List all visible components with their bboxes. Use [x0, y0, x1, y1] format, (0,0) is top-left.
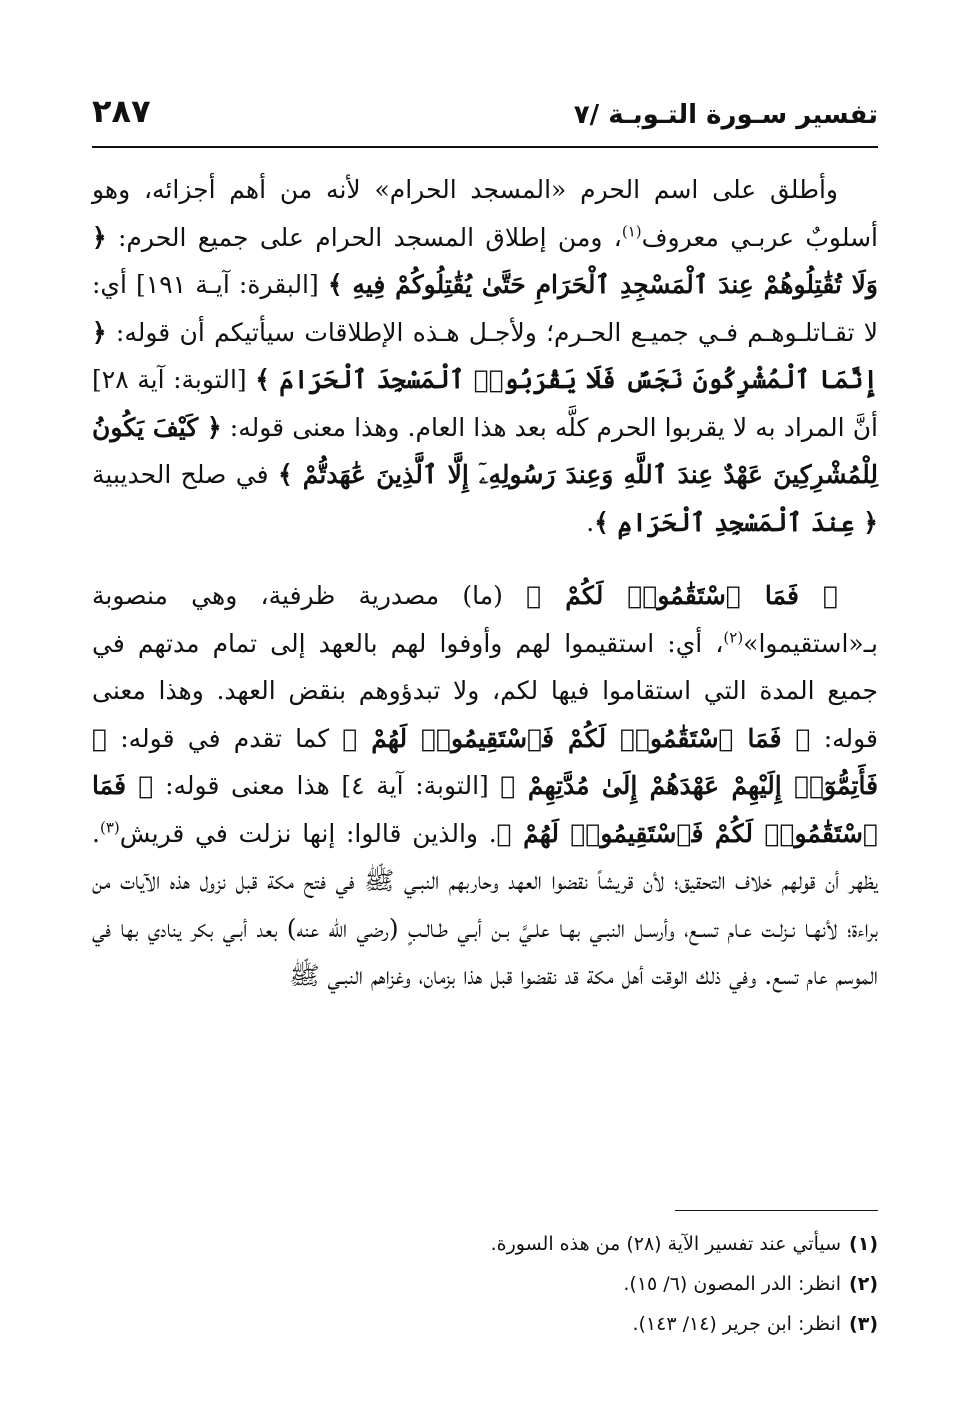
- text-span: (ما) مصدرية ظرفية، وهي منصوبة بـ«استقيموا»: [92, 581, 878, 658]
- text-span: [البقرة: آيـة ١٩١] أي: لا تقـاتلـوهـم فـي جميـع الحـرم؛ ولأجـل هـذه الإطلاقات سيأتيكم أن قوله:: [92, 270, 878, 347]
- quran-verse: ﴿ عِندَ ٱلْمَسْجِدِ ٱلْحَرَامِ ﴾: [594, 507, 878, 537]
- quran-verse: ﴿ إِنَّمَا ٱلْمُشْرِكُونَ نَجَسٌ فَلَا يَقْرَبُوا۟ ٱلْمَسْجِدَ ٱلْحَرَامَ ﴾: [92, 317, 878, 394]
- page-number: ٢٨٧: [92, 92, 151, 130]
- text-span: [التوبة: آية ٢٨] أنَّ المراد به لا يقربوا الحرم كلَّه بعد هذا العام. وهذا معنى قوله:: [92, 365, 879, 442]
- text-span: ، ومن إطلاق المسجد الحرام على جميع الحرم:: [106, 222, 622, 252]
- footnote-1: [92, 1224, 878, 1264]
- header-rule: [92, 146, 878, 148]
- main-text: [92, 166, 878, 1000]
- text-span: [التوبة: آية ٤] هذا معنى قوله:: [153, 771, 501, 800]
- text-span: .: [586, 507, 595, 537]
- text-span: وأطلق على اسم الحرم «المسجد الحرام» لأنه من أهم أجزائه، وهو أسلوبٌ عربـي معروف: [92, 175, 879, 252]
- quran-verse: ﴿ كَيْفَ يَكُونُ لِلْمُشْرِكِينَ عَهْدٌ عِندَ ٱللَّهِ وَعِندَ رَسُولِهِۦٓ إِلَّا ٱلَّذِينَ عَٰهَدتُّمْ ﴾: [92, 412, 879, 489]
- footnote-text: انظر: ابن جرير (١٤/ ١٤٣).: [632, 1313, 842, 1335]
- text-span: في صلح الحديبية: [92, 460, 278, 489]
- header-title: تفسير سـورة التـوبـة /٧: [573, 100, 878, 130]
- quran-verse: ﴿ فَأَتِمُّوٓا۟ إِلَيْهِمْ عَهْدَهُمْ إِلَىٰ مُدَّتِهِمْ ﴾: [92, 723, 879, 800]
- quran-verse: ﴿ فَمَا ٱسْتَقَٰمُوا۟ لَكُمْ فَٱسْتَقِيمُوا۟ لَهُمْ ﴾: [342, 723, 811, 753]
- text-span: . يظهر أن قولهم خلاف التحقيق؛ لأن قريشاً نقضوا العهد وحاربهم النبـي ﷺ في فتح مكة قبل نزول هذه الآيات من براءة؛ لأنهـا نـزلـت عـام تسـع، وأرسـل النبـي بهـا علـيَّ بـن أبـي طـالـبٍ (رضي الله عنه) بعد أبـي بكر ينادي بها في الموسم عام تسع. وفي ذلك الوقت أهل مكة قد نقضوا قبل هذا بزمان، وغزاهم النبـي ﷺ: [92, 818, 878, 990]
- paragraph-2: [92, 572, 878, 1000]
- footnote-number: (٢): [849, 1273, 878, 1295]
- footnote-number: (١): [849, 1233, 878, 1255]
- paragraph-1: [92, 166, 878, 546]
- footnote-ref-1: (١): [621, 222, 642, 241]
- footnotes: [92, 1224, 878, 1344]
- footnote-number: (٣): [849, 1313, 878, 1335]
- footnote-3: [92, 1304, 878, 1344]
- text-span: ، أي: استقيموا لهم وأوفوا لهم بالعهد إلى تمام مدتهم في جميع المدة التي استقاموا فيها لكم، ولا تبدؤوهم بنقض العهد. وهذا معنى قوله:: [92, 628, 878, 753]
- footnote-text: انظر: الدر المصون (٦/ ١٥).: [623, 1273, 842, 1295]
- footnote-2: [92, 1264, 878, 1304]
- running-header: [92, 86, 878, 144]
- quran-verse: ﴿ وَلَا تُقَٰتِلُوهُمْ عِندَ ٱلْمَسْجِدِ ٱلْحَرَامِ حَتَّىٰ يُقَٰتِلُوكُمْ فِيهِ ﴾: [92, 222, 879, 299]
- text-span: كما تقدم في قوله:: [107, 723, 343, 753]
- footnote-rule: [675, 1210, 878, 1211]
- footnote-text: سيأتي عند تفسير الآية (٢٨) من هذه السورة.: [490, 1233, 842, 1255]
- quran-verse: ﴿ فَمَا ٱسْتَقَٰمُوا۟ لَكُمْ ﴾: [526, 581, 838, 610]
- footnote-ref-2: (٢): [723, 628, 744, 647]
- text-span: . والذين قالوا: إنها نزلت في قريش: [119, 818, 497, 848]
- footnote-ref-3: (٣): [99, 818, 120, 837]
- quran-verse: ﴿ فَمَا ٱسْتَقَٰمُوا۟ لَكُمْ فَٱسْتَقِيمُوا۟ لَهُمْ ﴾: [92, 771, 878, 848]
